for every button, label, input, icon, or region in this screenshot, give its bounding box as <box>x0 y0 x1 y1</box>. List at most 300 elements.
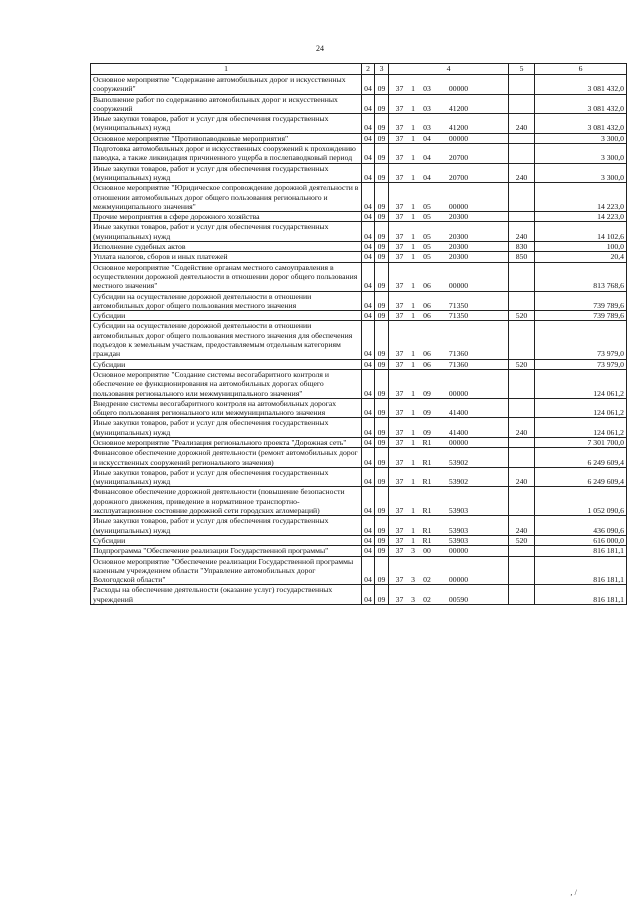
row-expense-type: 240 <box>509 114 535 134</box>
row-name: Основное мероприятие "Юридическое сопровождение дорожной деятельности в отношении автомобильных дорог общего пользования регионального и межмуниципального значения" <box>91 183 362 212</box>
target-code-part: 37 <box>395 281 404 291</box>
row-name: Выполнение работ по содержанию автомобильных дорог и искусственных сооружений <box>91 94 362 114</box>
target-code-part: 37 <box>395 123 404 133</box>
target-code-part: 53902 <box>448 457 469 467</box>
row-section: 04 <box>362 163 375 183</box>
row-expense-type <box>509 144 535 164</box>
target-code-part: R1 <box>422 457 432 467</box>
scan-mark: ‚ / <box>570 888 577 897</box>
target-code-part: 37 <box>395 133 404 143</box>
row-name: Иные закупки товаров, работ и услуг для обеспечения государственных (муниципальных) нужд <box>91 222 362 242</box>
row-amount: 73 979,0 <box>535 359 627 369</box>
target-code-part: 37 <box>395 575 404 585</box>
row-subsection: 09 <box>375 418 389 438</box>
row-target-code <box>389 535 509 545</box>
row-section: 04 <box>362 467 375 487</box>
row-expense-type <box>509 212 535 222</box>
row-subsection: 09 <box>375 212 389 222</box>
row-name: Субсидии на осуществление дорожной деятельности в отношении автомобильных дорог общего пользования местного значения <box>91 291 362 311</box>
row-subsection: 09 <box>375 252 389 262</box>
target-code-part: 41400 <box>448 408 469 418</box>
target-code-part: 1 <box>411 525 415 535</box>
target-code-part: 1 <box>411 535 415 545</box>
row-section: 04 <box>362 448 375 468</box>
table-row <box>91 369 627 398</box>
target-code-part: 1 <box>411 388 415 398</box>
row-section: 04 <box>362 321 375 359</box>
row-target-code <box>389 467 509 487</box>
row-name: Основное мероприятие "Содержание автомобильных дорог и искусственных сооружений" <box>91 75 362 95</box>
target-code-part: 05 <box>423 242 431 252</box>
row-section: 04 <box>362 535 375 545</box>
target-code-part: 71350 <box>448 300 469 310</box>
row-section: 04 <box>362 242 375 252</box>
target-code-part: 05 <box>423 252 431 262</box>
target-code-part: 05 <box>423 201 431 211</box>
row-section: 04 <box>362 144 375 164</box>
row-section: 04 <box>362 487 375 516</box>
target-code-part: 00000 <box>448 133 469 143</box>
row-subsection: 09 <box>375 535 389 545</box>
table-row <box>91 467 627 487</box>
target-code-part: 37 <box>395 311 404 321</box>
row-name: Основное мероприятие "Противопаводковые мероприятия" <box>91 133 362 143</box>
row-target-code <box>389 262 509 291</box>
row-expense-type: 240 <box>509 516 535 536</box>
row-subsection: 09 <box>375 114 389 134</box>
target-code-part: 1 <box>411 103 415 113</box>
row-section: 04 <box>362 369 375 398</box>
table-row <box>91 212 627 222</box>
row-target-code <box>389 222 509 242</box>
row-name: Иные закупки товаров, работ и услуг для обеспечения государственных (муниципальных) нужд <box>91 467 362 487</box>
table-row <box>91 448 627 468</box>
row-expense-type <box>509 437 535 447</box>
table-row <box>91 163 627 183</box>
budget-table <box>90 63 627 605</box>
row-expense-type <box>509 585 535 605</box>
target-code-part: 20300 <box>448 212 469 222</box>
row-name: Субсидии на осуществление дорожной деятельности в отношении автомобильных дорог общего пользования местного значения для обеспечения подъездов к земельным участкам, предоставляемым отдельным категориям граждан <box>91 321 362 359</box>
row-name: Субсидии <box>91 359 362 369</box>
row-target-code <box>389 369 509 398</box>
row-expense-type: 520 <box>509 359 535 369</box>
row-target-code <box>389 133 509 143</box>
target-code-part: 37 <box>395 408 404 418</box>
header-col-4: 4 <box>389 64 509 75</box>
table-row <box>91 311 627 321</box>
row-subsection: 09 <box>375 359 389 369</box>
row-target-code <box>389 252 509 262</box>
row-amount: 14 223,0 <box>535 212 627 222</box>
row-expense-type <box>509 546 535 556</box>
row-subsection: 09 <box>375 546 389 556</box>
row-expense-type <box>509 75 535 95</box>
table-row <box>91 183 627 212</box>
target-code-part: 53903 <box>448 525 469 535</box>
table-row <box>91 252 627 262</box>
row-amount: 3 081 432,0 <box>535 75 627 95</box>
row-section: 04 <box>362 262 375 291</box>
row-expense-type <box>509 321 535 359</box>
row-name: Уплата налогов, сборов и иных платежей <box>91 252 362 262</box>
row-amount: 739 789,6 <box>535 311 627 321</box>
row-target-code <box>389 418 509 438</box>
table-row <box>91 585 627 605</box>
target-code-part: 20300 <box>448 252 469 262</box>
target-code-part: 05 <box>423 231 431 241</box>
target-code-part: 06 <box>423 300 431 310</box>
target-code-part: 00590 <box>448 594 469 604</box>
target-code-part: 06 <box>423 281 431 291</box>
row-expense-type <box>509 398 535 418</box>
row-target-code <box>389 487 509 516</box>
target-code-part: 09 <box>423 388 431 398</box>
row-amount: 813 768,6 <box>535 262 627 291</box>
target-code-part: 06 <box>423 359 431 369</box>
target-code-part: R1 <box>422 506 432 516</box>
table-header-row <box>91 64 627 75</box>
target-code-part: 37 <box>395 477 404 487</box>
target-code-part: R1 <box>422 535 432 545</box>
row-name: Основное мероприятие "Реализация регионального проекта "Дорожная сеть" <box>91 437 362 447</box>
target-code-part: R1 <box>422 477 432 487</box>
row-expense-type: 240 <box>509 222 535 242</box>
target-code-part: 02 <box>423 594 431 604</box>
row-expense-type: 240 <box>509 163 535 183</box>
row-expense-type <box>509 487 535 516</box>
row-amount: 816 181,1 <box>535 556 627 585</box>
row-target-code <box>389 585 509 605</box>
row-target-code <box>389 94 509 114</box>
target-code-part: 03 <box>423 84 431 94</box>
target-code-part: 1 <box>411 349 415 359</box>
target-code-part: 71360 <box>448 359 469 369</box>
target-code-part: 37 <box>395 252 404 262</box>
header-col-2: 2 <box>362 64 375 75</box>
target-code-part: 37 <box>395 153 404 163</box>
target-code-part: 04 <box>423 153 431 163</box>
row-subsection: 09 <box>375 487 389 516</box>
row-amount: 124 061,2 <box>535 418 627 438</box>
target-code-part: 3 <box>411 594 415 604</box>
row-amount: 6 249 609,4 <box>535 448 627 468</box>
row-section: 04 <box>362 133 375 143</box>
row-name: Подпрограмма "Обеспечение реализации Государственной программы" <box>91 546 362 556</box>
row-amount: 20,4 <box>535 252 627 262</box>
target-code-part: R1 <box>422 437 432 447</box>
row-name: Внедрение системы весогабаритного контроля на автомобильных дорогах общего пользования регионального или межмуниципального значения <box>91 398 362 418</box>
row-amount: 616 000,0 <box>535 535 627 545</box>
row-subsection: 09 <box>375 321 389 359</box>
row-expense-type <box>509 133 535 143</box>
table-body <box>91 75 627 605</box>
target-code-part: 00000 <box>448 84 469 94</box>
row-expense-type <box>509 556 535 585</box>
row-target-code <box>389 546 509 556</box>
target-code-part: 1 <box>411 84 415 94</box>
row-subsection: 09 <box>375 183 389 212</box>
target-code-part: 53903 <box>448 506 469 516</box>
row-amount: 124 061,2 <box>535 398 627 418</box>
row-target-code <box>389 448 509 468</box>
row-amount: 73 979,0 <box>535 321 627 359</box>
target-code-part: 1 <box>411 231 415 241</box>
row-subsection: 09 <box>375 311 389 321</box>
row-name: Финансовое обеспечение дорожной деятельности (повышение безопасности дорожного движения, приведение в нормативное транспортно-эксплуатационное состояние дорожной сети городских агломераций) <box>91 487 362 516</box>
row-target-code <box>389 321 509 359</box>
row-amount: 436 090,6 <box>535 516 627 536</box>
row-section: 04 <box>362 437 375 447</box>
row-amount: 3 300,0 <box>535 144 627 164</box>
target-code-part: 37 <box>395 103 404 113</box>
row-name: Иные закупки товаров, работ и услуг для обеспечения государственных (муниципальных) нужд <box>91 516 362 536</box>
target-code-part: 09 <box>423 408 431 418</box>
row-expense-type <box>509 94 535 114</box>
row-target-code <box>389 212 509 222</box>
target-code-part: 53902 <box>448 477 469 487</box>
table-row <box>91 262 627 291</box>
row-amount: 3 300,0 <box>535 163 627 183</box>
target-code-part: 41200 <box>448 123 469 133</box>
row-target-code <box>389 114 509 134</box>
row-subsection: 09 <box>375 242 389 252</box>
target-code-part: 37 <box>395 201 404 211</box>
target-code-part: 37 <box>395 212 404 222</box>
row-amount: 816 181,1 <box>535 585 627 605</box>
row-section: 04 <box>362 291 375 311</box>
header-col-5: 5 <box>509 64 535 75</box>
row-expense-type <box>509 369 535 398</box>
target-code-part: 05 <box>423 212 431 222</box>
target-code-part: 37 <box>395 427 404 437</box>
row-amount: 816 181,1 <box>535 546 627 556</box>
table-row <box>91 321 627 359</box>
row-amount: 6 249 609,4 <box>535 467 627 487</box>
row-section: 04 <box>362 222 375 242</box>
row-subsection: 09 <box>375 262 389 291</box>
table-row <box>91 222 627 242</box>
row-amount: 100,0 <box>535 242 627 252</box>
row-target-code <box>389 291 509 311</box>
row-section: 04 <box>362 94 375 114</box>
row-name: Исполнение судебных актов <box>91 242 362 252</box>
table-row <box>91 291 627 311</box>
target-code-part: 03 <box>423 123 431 133</box>
target-code-part: 09 <box>423 427 431 437</box>
target-code-part: 1 <box>411 300 415 310</box>
row-expense-type: 830 <box>509 242 535 252</box>
row-section: 04 <box>362 516 375 536</box>
table-row <box>91 242 627 252</box>
header-col-6: 6 <box>535 64 627 75</box>
row-expense-type: 850 <box>509 252 535 262</box>
target-code-part: 1 <box>411 359 415 369</box>
target-code-part: 00000 <box>448 281 469 291</box>
target-code-part: 20300 <box>448 231 469 241</box>
row-name: Основное мероприятие "Обеспечение реализации Государственной программы казенным учреждением области "Управление автомобильных дорог Вологодской области" <box>91 556 362 585</box>
row-target-code <box>389 144 509 164</box>
target-code-part: 1 <box>411 281 415 291</box>
row-name: Иные закупки товаров, работ и услуг для обеспечения государственных (муниципальных) нужд <box>91 114 362 134</box>
row-name: Иные закупки товаров, работ и услуг для обеспечения государственных (муниципальных) нужд <box>91 418 362 438</box>
row-expense-type: 520 <box>509 535 535 545</box>
row-target-code <box>389 359 509 369</box>
target-code-part: 41400 <box>448 427 469 437</box>
row-subsection: 09 <box>375 94 389 114</box>
target-code-part: 1 <box>411 477 415 487</box>
table-row <box>91 487 627 516</box>
target-code-part: 1 <box>411 133 415 143</box>
table-row <box>91 418 627 438</box>
target-code-part: 1 <box>411 172 415 182</box>
target-code-part: 20700 <box>448 172 469 182</box>
target-code-part: 37 <box>395 349 404 359</box>
row-name: Иные закупки товаров, работ и услуг для обеспечения государственных (муниципальных) нужд <box>91 163 362 183</box>
target-code-part: 37 <box>395 525 404 535</box>
page-number: 24 <box>316 44 324 53</box>
row-subsection: 09 <box>375 291 389 311</box>
target-code-part: 1 <box>411 153 415 163</box>
target-code-part: 37 <box>395 300 404 310</box>
row-subsection: 09 <box>375 369 389 398</box>
target-code-part: 37 <box>395 506 404 516</box>
row-section: 04 <box>362 585 375 605</box>
target-code-part: 1 <box>411 123 415 133</box>
target-code-part: 00000 <box>448 575 469 585</box>
row-amount: 14 102,6 <box>535 222 627 242</box>
target-code-part: 37 <box>395 535 404 545</box>
target-code-part: 03 <box>423 103 431 113</box>
row-subsection: 09 <box>375 398 389 418</box>
row-section: 04 <box>362 556 375 585</box>
row-name: Основное мероприятие "Создание системы весогабаритного контроля и обеспечение ее функционирования на автомобильных дорогах общего пользования регионального или межмуниципального значения" <box>91 369 362 398</box>
target-code-part: 37 <box>395 594 404 604</box>
table-row <box>91 144 627 164</box>
row-name: Подготовка автомобильных дорог и искусственных сооружений к прохождению паводка, а также ликвидация причиненного ущерба в послепаводковый период <box>91 144 362 164</box>
row-target-code <box>389 437 509 447</box>
target-code-part: 3 <box>411 546 415 556</box>
row-amount: 1 052 090,6 <box>535 487 627 516</box>
target-code-part: 00000 <box>448 201 469 211</box>
row-section: 04 <box>362 546 375 556</box>
table-row <box>91 516 627 536</box>
target-code-part: 00000 <box>448 437 469 447</box>
target-code-part: R1 <box>422 525 432 535</box>
target-code-part: 00000 <box>448 388 469 398</box>
target-code-part: 37 <box>395 546 404 556</box>
row-amount: 3 081 432,0 <box>535 94 627 114</box>
header-col-1: 1 <box>91 64 362 75</box>
target-code-part: 20700 <box>448 153 469 163</box>
table-row <box>91 437 627 447</box>
target-code-part: 71360 <box>448 349 469 359</box>
target-code-part: 71350 <box>448 311 469 321</box>
row-name: Финансовое обеспечение дорожной деятельности (ремонт автомобильных дорог и искусственных сооружений регионального значения) <box>91 448 362 468</box>
row-subsection: 09 <box>375 585 389 605</box>
target-code-part: 37 <box>395 457 404 467</box>
target-code-part: 04 <box>423 133 431 143</box>
target-code-part: 1 <box>411 457 415 467</box>
table-row <box>91 133 627 143</box>
table-row <box>91 535 627 545</box>
target-code-part: 20300 <box>448 242 469 252</box>
target-code-part: 06 <box>423 311 431 321</box>
row-subsection: 09 <box>375 437 389 447</box>
table-row <box>91 546 627 556</box>
row-target-code <box>389 75 509 95</box>
row-target-code <box>389 163 509 183</box>
target-code-part: 00 <box>423 546 431 556</box>
row-subsection: 09 <box>375 516 389 536</box>
row-name: Субсидии <box>91 311 362 321</box>
row-amount: 14 223,0 <box>535 183 627 212</box>
row-target-code <box>389 398 509 418</box>
target-code-part: 37 <box>395 359 404 369</box>
row-amount: 124 061,2 <box>535 369 627 398</box>
target-code-part: 37 <box>395 231 404 241</box>
target-code-part: 37 <box>395 388 404 398</box>
target-code-part: 00000 <box>448 546 469 556</box>
row-expense-type: 520 <box>509 311 535 321</box>
row-amount: 3 081 432,0 <box>535 114 627 134</box>
row-name: Субсидии <box>91 535 362 545</box>
table-row <box>91 398 627 418</box>
target-code-part: 1 <box>411 506 415 516</box>
target-code-part: 1 <box>411 201 415 211</box>
target-code-part: 37 <box>395 242 404 252</box>
row-subsection: 09 <box>375 75 389 95</box>
target-code-part: 1 <box>411 252 415 262</box>
target-code-part: 1 <box>411 437 415 447</box>
row-target-code <box>389 242 509 252</box>
row-section: 04 <box>362 183 375 212</box>
row-subsection: 09 <box>375 133 389 143</box>
target-code-part: 41200 <box>448 103 469 113</box>
target-code-part: 53903 <box>448 535 469 545</box>
target-code-part: 37 <box>395 84 404 94</box>
table-row <box>91 359 627 369</box>
target-code-part: 1 <box>411 408 415 418</box>
target-code-part: 04 <box>423 172 431 182</box>
row-subsection: 09 <box>375 222 389 242</box>
row-target-code <box>389 556 509 585</box>
row-subsection: 09 <box>375 556 389 585</box>
table-row <box>91 75 627 95</box>
target-code-part: 1 <box>411 242 415 252</box>
table-row <box>91 94 627 114</box>
row-expense-type: 240 <box>509 418 535 438</box>
row-expense-type <box>509 262 535 291</box>
row-expense-type <box>509 183 535 212</box>
row-section: 04 <box>362 359 375 369</box>
row-section: 04 <box>362 398 375 418</box>
row-section: 04 <box>362 311 375 321</box>
row-subsection: 09 <box>375 144 389 164</box>
row-target-code <box>389 183 509 212</box>
target-code-part: 1 <box>411 311 415 321</box>
row-section: 04 <box>362 114 375 134</box>
row-section: 04 <box>362 75 375 95</box>
target-code-part: 02 <box>423 575 431 585</box>
row-target-code <box>389 311 509 321</box>
header-col-3: 3 <box>375 64 389 75</box>
row-name: Прочие мероприятия в сфере дорожного хозяйства <box>91 212 362 222</box>
row-expense-type: 240 <box>509 467 535 487</box>
row-subsection: 09 <box>375 448 389 468</box>
target-code-part: 3 <box>411 575 415 585</box>
row-name: Расходы на обеспечение деятельности (оказание услуг) государственных учреждений <box>91 585 362 605</box>
